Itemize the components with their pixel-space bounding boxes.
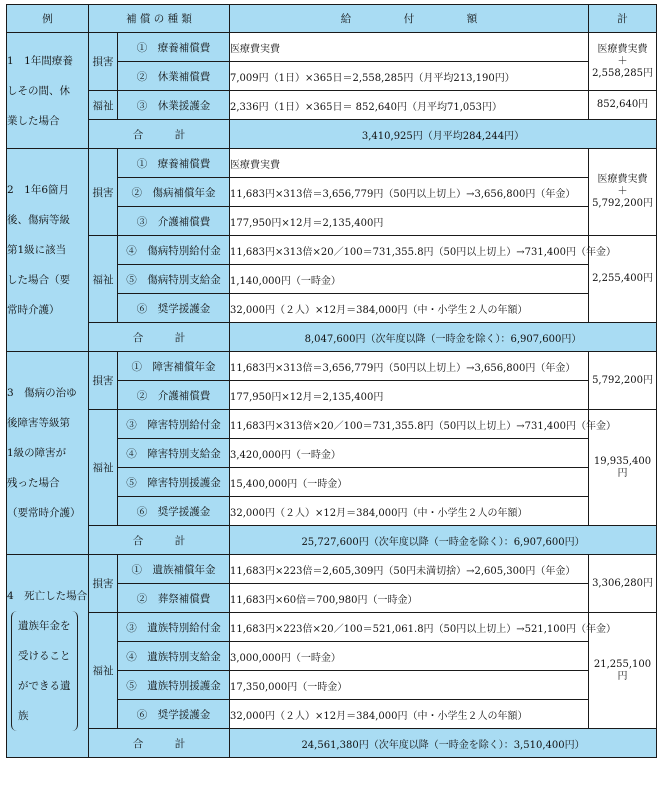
header-type: 補 償 の 種 類 (89, 5, 230, 33)
category-cell: 福祉 (89, 91, 118, 120)
table-row (7, 91, 657, 120)
group-total-cell: 医療費実費 ＋ 5,792,200円 (589, 149, 657, 236)
benefit-type-cell: ⑥ 奨学援護金 (118, 294, 230, 323)
table-body (7, 33, 657, 758)
group-total-cell: 852,640円 (589, 91, 657, 120)
example-label: 4 死亡した場合 (7, 590, 88, 602)
group-total-cell: 3,306,280円 (589, 555, 657, 613)
benefit-type-cell: ① 療養補償費 (118, 149, 230, 178)
table-row (7, 352, 657, 381)
benefit-amount-cell: 11,683円×223倍×20／100＝521,061.8円（50円以上切上）→521,100円（年金） (230, 613, 589, 642)
benefit-amount-cell: 医療費実費 (230, 149, 589, 178)
benefit-type-cell: ③ 休業援護金 (118, 91, 230, 120)
header-total: 計 (589, 5, 657, 33)
benefit-type-cell: ② 休業補償費 (118, 62, 230, 91)
benefit-amount-cell: 11,683円×223倍＝2,605,309円（50円未満切捨）→2,605,300円（年金） (230, 555, 589, 584)
table-row (7, 613, 657, 642)
example-label: 1 1年間療養 しその間、休 業した場合 (7, 54, 73, 127)
example-cell (7, 555, 89, 758)
benefit-type-cell: ⑥ 奨学援護金 (118, 497, 230, 526)
subtotal-label: 合 計 (89, 526, 230, 555)
example-cell (7, 149, 89, 352)
benefit-type-cell: ④ 傷病特別給付金 (118, 236, 230, 265)
benefit-amount-cell: 7,009円（1日）×365日＝2,558,285円（月平均213,190円） (230, 62, 589, 91)
example-label: 2 1年6箇月 後、傷病等級 第1級に該当 した場合（要 常時介護） (7, 184, 70, 316)
benefit-type-cell: ④ 遺族特別支給金 (118, 642, 230, 671)
subtotal-value: 8,047,600円（次年度以降（一時金を除く）：6,907,600円） (230, 323, 657, 352)
example-label: 3 傷病の治ゆ 後障害等級第 1級の障害が 残った場合 （要常時介護） (7, 387, 81, 519)
benefit-type-cell: ① 遺族補償年金 (118, 555, 230, 584)
group-total-cell: 19,935,400円 (589, 410, 657, 526)
group-total-cell: 21,255,100円 (589, 613, 657, 729)
benefit-type-cell: ② 傷病補償年金 (118, 178, 230, 207)
table-row (7, 149, 657, 178)
benefit-type-cell: ⑤ 傷病特別支給金 (118, 265, 230, 294)
category-cell: 福祉 (89, 236, 118, 323)
subtotal-label: 合 計 (89, 120, 230, 149)
category-cell: 福祉 (89, 613, 118, 729)
subtotal-value: 25,727,600円（次年度以降（一時金を除く）：6,907,600円） (230, 526, 657, 555)
category-cell: 損害 (89, 149, 118, 236)
benefit-type-cell: ③ 障害特別給付金 (118, 410, 230, 439)
subtotal-row (7, 729, 657, 758)
benefit-amount-cell: 32,000円（２人）×12月＝384,000円（中・小学生２人の年額） (230, 700, 589, 729)
benefit-amount-cell: 177,950円×12月＝2,135,400円 (230, 207, 589, 236)
group-total-cell: 5,792,200円 (589, 352, 657, 410)
benefit-amount-cell: 11,683円×60倍＝700,980円（一時金） (230, 584, 589, 613)
benefit-amount-cell: 11,683円×313倍×20／100＝731,355.8円（50円以上切上）→731,400円（年金） (230, 236, 589, 265)
benefit-amount-cell: 32,000円（２人）×12月＝384,000円（中・小学生２人の年額） (230, 294, 589, 323)
benefit-type-cell: ② 葬祭補償費 (118, 584, 230, 613)
table-row (7, 555, 657, 584)
benefit-type-cell: ⑥ 奨学援護金 (118, 700, 230, 729)
subtotal-row (7, 323, 657, 352)
benefit-amount-cell: 17,350,000円（一時金） (230, 671, 589, 700)
benefit-type-cell: ⑤ 障害特別援護金 (118, 468, 230, 497)
group-total-cell: 医療費実費 ＋ 2,558,285円 (589, 33, 657, 91)
benefit-amount-cell: 3,000,000円（一時金） (230, 642, 589, 671)
subtotal-label: 合 計 (89, 323, 230, 352)
benefit-type-cell: ② 介護補償費 (118, 381, 230, 410)
example-cell (7, 33, 89, 149)
header-row (7, 5, 657, 33)
subtotal-label: 合 計 (89, 729, 230, 758)
group-total-cell: 2,255,400円 (589, 236, 657, 323)
benefit-amount-cell: 11,683円×313倍×20／100＝731,355.8円（50円以上切上）→731,400円（年金） (230, 410, 589, 439)
category-cell: 損害 (89, 555, 118, 613)
benefit-amount-cell: 1,140,000円（一時金） (230, 265, 589, 294)
benefit-type-cell: ⑤ 遺族特別援護金 (118, 671, 230, 700)
benefit-type-cell: ① 障害補償年金 (118, 352, 230, 381)
category-cell: 福祉 (89, 410, 118, 526)
subtotal-row (7, 526, 657, 555)
benefit-amount-cell: 32,000円（２人）×12月＝384,000円（中・小学生２人の年額） (230, 497, 589, 526)
benefit-amount-cell: 177,950円×12月＝2,135,400円 (230, 381, 589, 410)
subtotal-value: 24,561,380円（次年度以降（一時金を除く）：3,510,400円） (230, 729, 657, 758)
benefit-amount-cell: 11,683円×313倍＝3,656,779円（50円以上切上）→3,656,800円（年金） (230, 352, 589, 381)
benefit-amount-cell: 3,420,000円（一時金） (230, 439, 589, 468)
category-cell: 損害 (89, 352, 118, 410)
table-row (7, 236, 657, 265)
compensation-table (6, 4, 657, 758)
example-cell (7, 352, 89, 555)
benefit-amount-cell: 15,400,000円（一時金） (230, 468, 589, 497)
benefit-type-cell: ③ 遺族特別給付金 (118, 613, 230, 642)
table-row (7, 33, 657, 62)
benefit-amount-cell: 医療費実費 (230, 33, 589, 62)
benefit-amount-cell: 2,336円（1日）×365日＝ 852,640円（月平均71,053円） (230, 91, 589, 120)
example-bracket-note: 遺族年金を 受けること ができる遺 族 (11, 611, 78, 731)
header-benefit: 給 付 額 (230, 5, 589, 33)
benefit-type-cell: ① 療養補償費 (118, 33, 230, 62)
subtotal-value: 3,410,925円（月平均284,244円） (230, 120, 657, 149)
table-row (7, 410, 657, 439)
benefit-amount-cell: 11,683円×313倍＝3,656,779円（50円以上切上）→3,656,800円（年金） (230, 178, 589, 207)
benefit-type-cell: ④ 障害特別支給金 (118, 439, 230, 468)
subtotal-row (7, 120, 657, 149)
header-example: 例 (7, 5, 89, 33)
benefit-type-cell: ③ 介護補償費 (118, 207, 230, 236)
category-cell: 損害 (89, 33, 118, 91)
